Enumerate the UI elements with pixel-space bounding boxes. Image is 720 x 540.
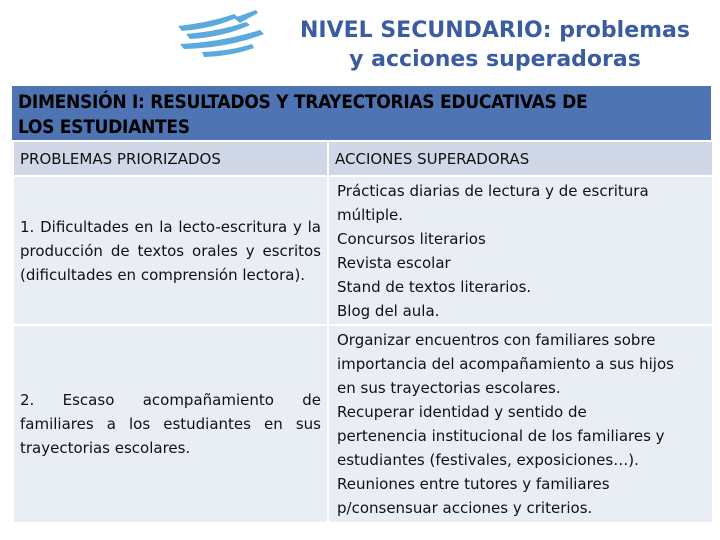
- action-item: Reuniones entre tutores y familiares: [337, 475, 610, 493]
- page-title-line-1: NIVEL SECUNDARIO: problemas: [300, 18, 690, 43]
- action-item: Recuperar identidad y sentido de: [337, 403, 587, 421]
- action-item: Prácticas diarias de lectura y de escritura: [337, 181, 649, 200]
- column-header-actions: ACCIONES SUPERADORAS: [328, 141, 713, 176]
- table-header-row: [13, 141, 713, 176]
- page-title-line-2: y acciones superadoras: [349, 47, 641, 72]
- table-row: [13, 176, 713, 325]
- action-item: Blog del aula.: [337, 301, 440, 320]
- dimension-header-line-1: DIMENSIÓN I: RESULTADOS Y TRAYECTORIAS EDUCATIVAS DE: [18, 91, 588, 113]
- action-item: Organizar encuentros con familiares sobre: [337, 331, 656, 349]
- dimension-header-line-2: LOS ESTUDIANTES: [18, 116, 190, 138]
- page-title: [270, 16, 720, 74]
- action-item: Stand de textos literarios.: [337, 277, 532, 296]
- problems-actions-table: [12, 140, 714, 524]
- actions-cell: [328, 176, 713, 325]
- table-row: [13, 325, 713, 523]
- action-item: en sus trayectorias escolares.: [337, 379, 561, 397]
- action-item: Revista escolar: [337, 253, 451, 272]
- action-item: importancia del acompañamiento a sus hijos: [337, 355, 674, 373]
- column-header-problems: PROBLEMAS PRIORIZADOS: [13, 141, 328, 176]
- problem-cell: 2. Escaso acompañamiento de familiares a los estudiantes en sus trayectorias escolares.: [13, 325, 328, 523]
- airplane-logo-icon: [172, 4, 272, 66]
- dimension-header: [12, 86, 711, 140]
- action-item: múltiple.: [337, 205, 404, 224]
- action-item: estudiantes (festivales, exposiciones…).: [337, 451, 639, 469]
- action-item: pertenencia institucional de los familiares y: [337, 427, 665, 445]
- problem-cell: 1. Dificultades en la lecto-escritura y la producción de textos orales y escritos (dificultades en comprensión lectora).: [13, 176, 328, 325]
- action-item: Concursos literarios: [337, 229, 486, 248]
- actions-cell: [328, 325, 713, 523]
- action-item: p/consensuar acciones y criterios.: [337, 499, 593, 517]
